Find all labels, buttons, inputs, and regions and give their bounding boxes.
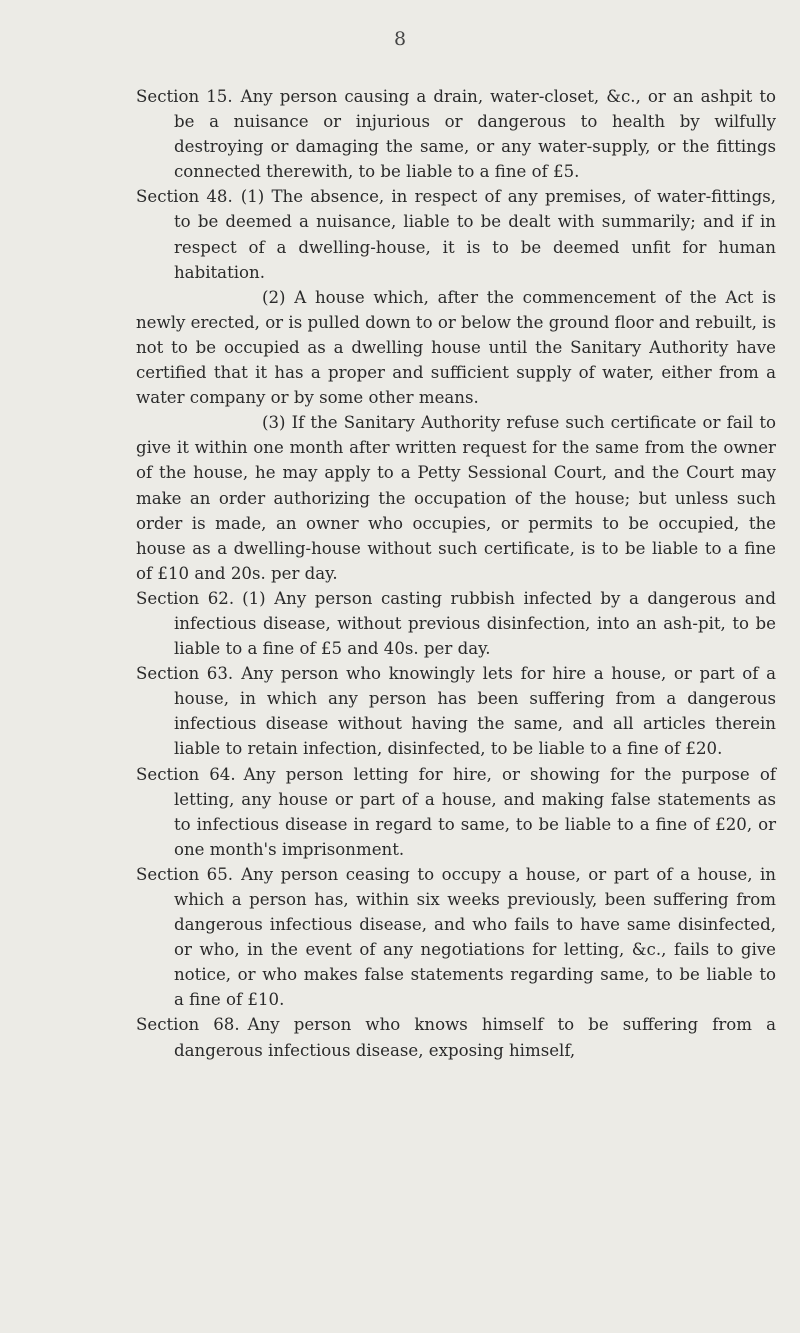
document-body xyxy=(136,84,776,1063)
page-number: 8 xyxy=(393,28,407,50)
section-15 xyxy=(136,84,776,184)
section-65 xyxy=(136,862,776,1013)
section-text: Any person letting for hire, or showing for the purpose of letting, any house or part of a house, and making false statements as to infectious disease in regard to same, to be liable to a fine of £20, or one month's imprisonment. xyxy=(174,764,776,859)
section-63 xyxy=(136,661,776,761)
section-label: Section 62. xyxy=(136,588,235,608)
section-text: Any person causing a drain, water-closet, &c., or an ashpit to be a nuisance or injurious or dangerous to health by wilfully destroying or damaging the same, or any water-supply, or the fittings connected therewith, to be liable to a fine of £5. xyxy=(174,87,776,182)
section-label: Section 68. xyxy=(136,1015,240,1035)
section-label: Section 48. xyxy=(136,187,233,207)
section-label: Section 65. xyxy=(136,864,234,884)
section-text: (1) Any person casting rubbish infected by a dangerous and infectious disease, without previous disinfection, into an ash-pit, to be liable to a fine of £5 and 40s. per day. xyxy=(174,588,776,659)
section-48 xyxy=(136,184,776,284)
section-text: Any person ceasing to occupy a house, or part of a house, in which a person has, within six weeks previously, been suffering from dangerous infectious disease, and who fails to have same disinfected, or who, in the event of any negotiations for letting, &c., fails to give notice, or who makes false statements regarding same, to be liable to a fine of £10. xyxy=(174,864,776,1010)
section-62 xyxy=(136,586,776,661)
section-48-subsection-2: (2) A house which, after the commencement of the Act is newly erected, or is pulled down to or below the ground floor and rebuilt, is not to be occupied as a dwelling house until the Sanitary Authority have certified that it has a proper and sufficient supply of water, either from a water company or by some other means. xyxy=(136,287,776,408)
section-48-subsection-3: (3) If the Sanitary Authority refuse such certificate or fail to give it within one month after written request for the same from the owner of the house, he may apply to a Petty Sessional Court, and the Court may make an order authorizing the occupation of the house; but unless such order is made, an owner who occupies, or permits to be occupied, the house as a dwelling-house without such certificate, is to be liable to a fine of £10 and 20s. per day. xyxy=(136,413,776,583)
section-68 xyxy=(136,1012,776,1062)
section-text: Any person who knowingly lets for hire a house, or part of a house, in which any person has been suffering from a dangerous infectious disease without having the same, and all articles therein liable to retain infection, disinfected, to be liable to a fine of £20. xyxy=(174,664,776,759)
section-label: Section 15. xyxy=(136,87,233,106)
section-label: Section 64. xyxy=(136,764,236,784)
section-64 xyxy=(136,762,776,862)
section-text: Any person who knows himself to be suffering from a dangerous infectious disease, exposing himself, xyxy=(174,1015,776,1060)
section-text: (1) The absence, in respect of any premises, of water-fittings, to be deemed a nuisance, liable to be dealt with summarily; and if in respect of a dwelling-house, it is to be deemed unfit for human habitation. xyxy=(174,187,776,282)
section-label: Section 63. xyxy=(136,664,234,684)
